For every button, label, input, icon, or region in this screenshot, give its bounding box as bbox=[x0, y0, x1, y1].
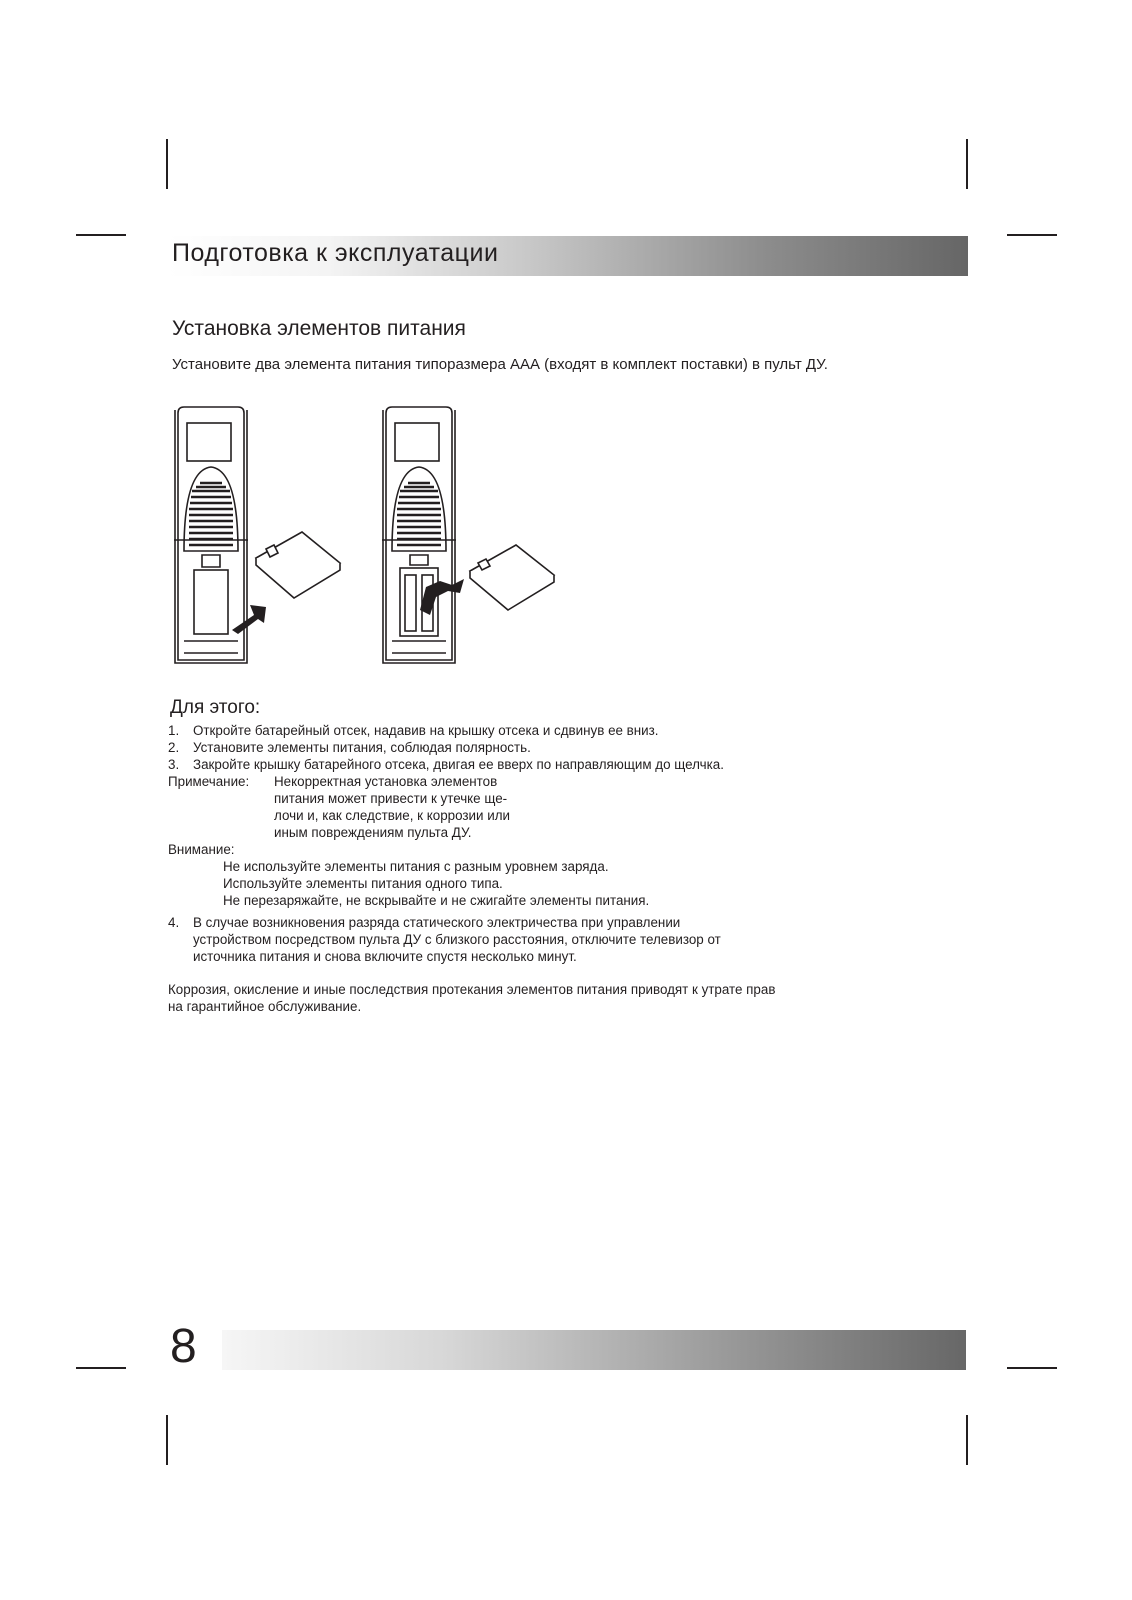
remote-close-illustration bbox=[378, 405, 568, 670]
crop-mark bbox=[166, 139, 168, 189]
step-number: 2. bbox=[168, 740, 180, 755]
footer-band bbox=[222, 1330, 966, 1370]
note-line: Некорректная установка элементов bbox=[274, 774, 498, 789]
warning-line: Используйте элементы питания одного типа. bbox=[223, 876, 503, 891]
remote-open-icon bbox=[170, 405, 350, 670]
crop-mark bbox=[1007, 1367, 1057, 1369]
header-band bbox=[168, 236, 968, 276]
note-line: иным повреждениям пульта ДУ. bbox=[274, 825, 472, 840]
step-text: устройством посредством пульта ДУ с близкого расстояния, отключите телевизор от bbox=[193, 932, 721, 947]
warranty-note: на гарантийное обслуживание. bbox=[168, 999, 362, 1014]
section-title: Установка элементов питания bbox=[172, 317, 466, 340]
page-number: 8 bbox=[170, 1320, 197, 1373]
warning-line: Не используйте элементы питания с разным уровнем заряда. bbox=[223, 859, 609, 874]
step-text: В случае возникновения разряда статического электричества при управлении bbox=[193, 915, 681, 930]
steps-title: Для этого: bbox=[170, 697, 261, 718]
step-number: 3. bbox=[168, 757, 180, 772]
crop-mark bbox=[966, 1415, 968, 1465]
step-text: Установите элементы питания, соблюдая полярность. bbox=[193, 740, 531, 755]
note-label: Примечание: bbox=[168, 774, 250, 789]
warning-label: Внимание: bbox=[168, 842, 235, 857]
page-title: Подготовка к эксплуатации bbox=[172, 239, 499, 267]
crop-mark bbox=[966, 139, 968, 189]
note-line: лочи и, как следствие, к коррозии или bbox=[274, 808, 510, 823]
remote-close-icon bbox=[378, 405, 568, 670]
step-text: Откройте батарейный отсек, надавив на крышку отсека и сдвинув ее вниз. bbox=[193, 723, 659, 738]
warning-line: Не перезаряжайте, не вскрывайте и не сжигайте элементы питания. bbox=[223, 893, 650, 908]
warranty-note: Коррозия, окисление и иные последствия протекания элементов питания приводят к утрате прав bbox=[168, 982, 776, 997]
note-line: питания может привести к утечке ще- bbox=[274, 791, 508, 806]
section-intro: Установите два элемента питания типоразмера ААА (входят в комплект поставки) в пульт ДУ. bbox=[172, 356, 828, 373]
crop-mark bbox=[76, 234, 126, 236]
step-text: источника питания и снова включите спустя несколько минут. bbox=[193, 949, 577, 964]
step-number: 4. bbox=[168, 915, 180, 930]
crop-mark bbox=[1007, 234, 1057, 236]
step-number: 1. bbox=[168, 723, 180, 738]
crop-mark bbox=[166, 1415, 168, 1465]
step-text: Закройте крышку батарейного отсека, двигая ее вверх по направляющим до щелчка. bbox=[193, 757, 724, 772]
crop-mark bbox=[76, 1367, 126, 1369]
remote-open-illustration bbox=[170, 405, 350, 670]
